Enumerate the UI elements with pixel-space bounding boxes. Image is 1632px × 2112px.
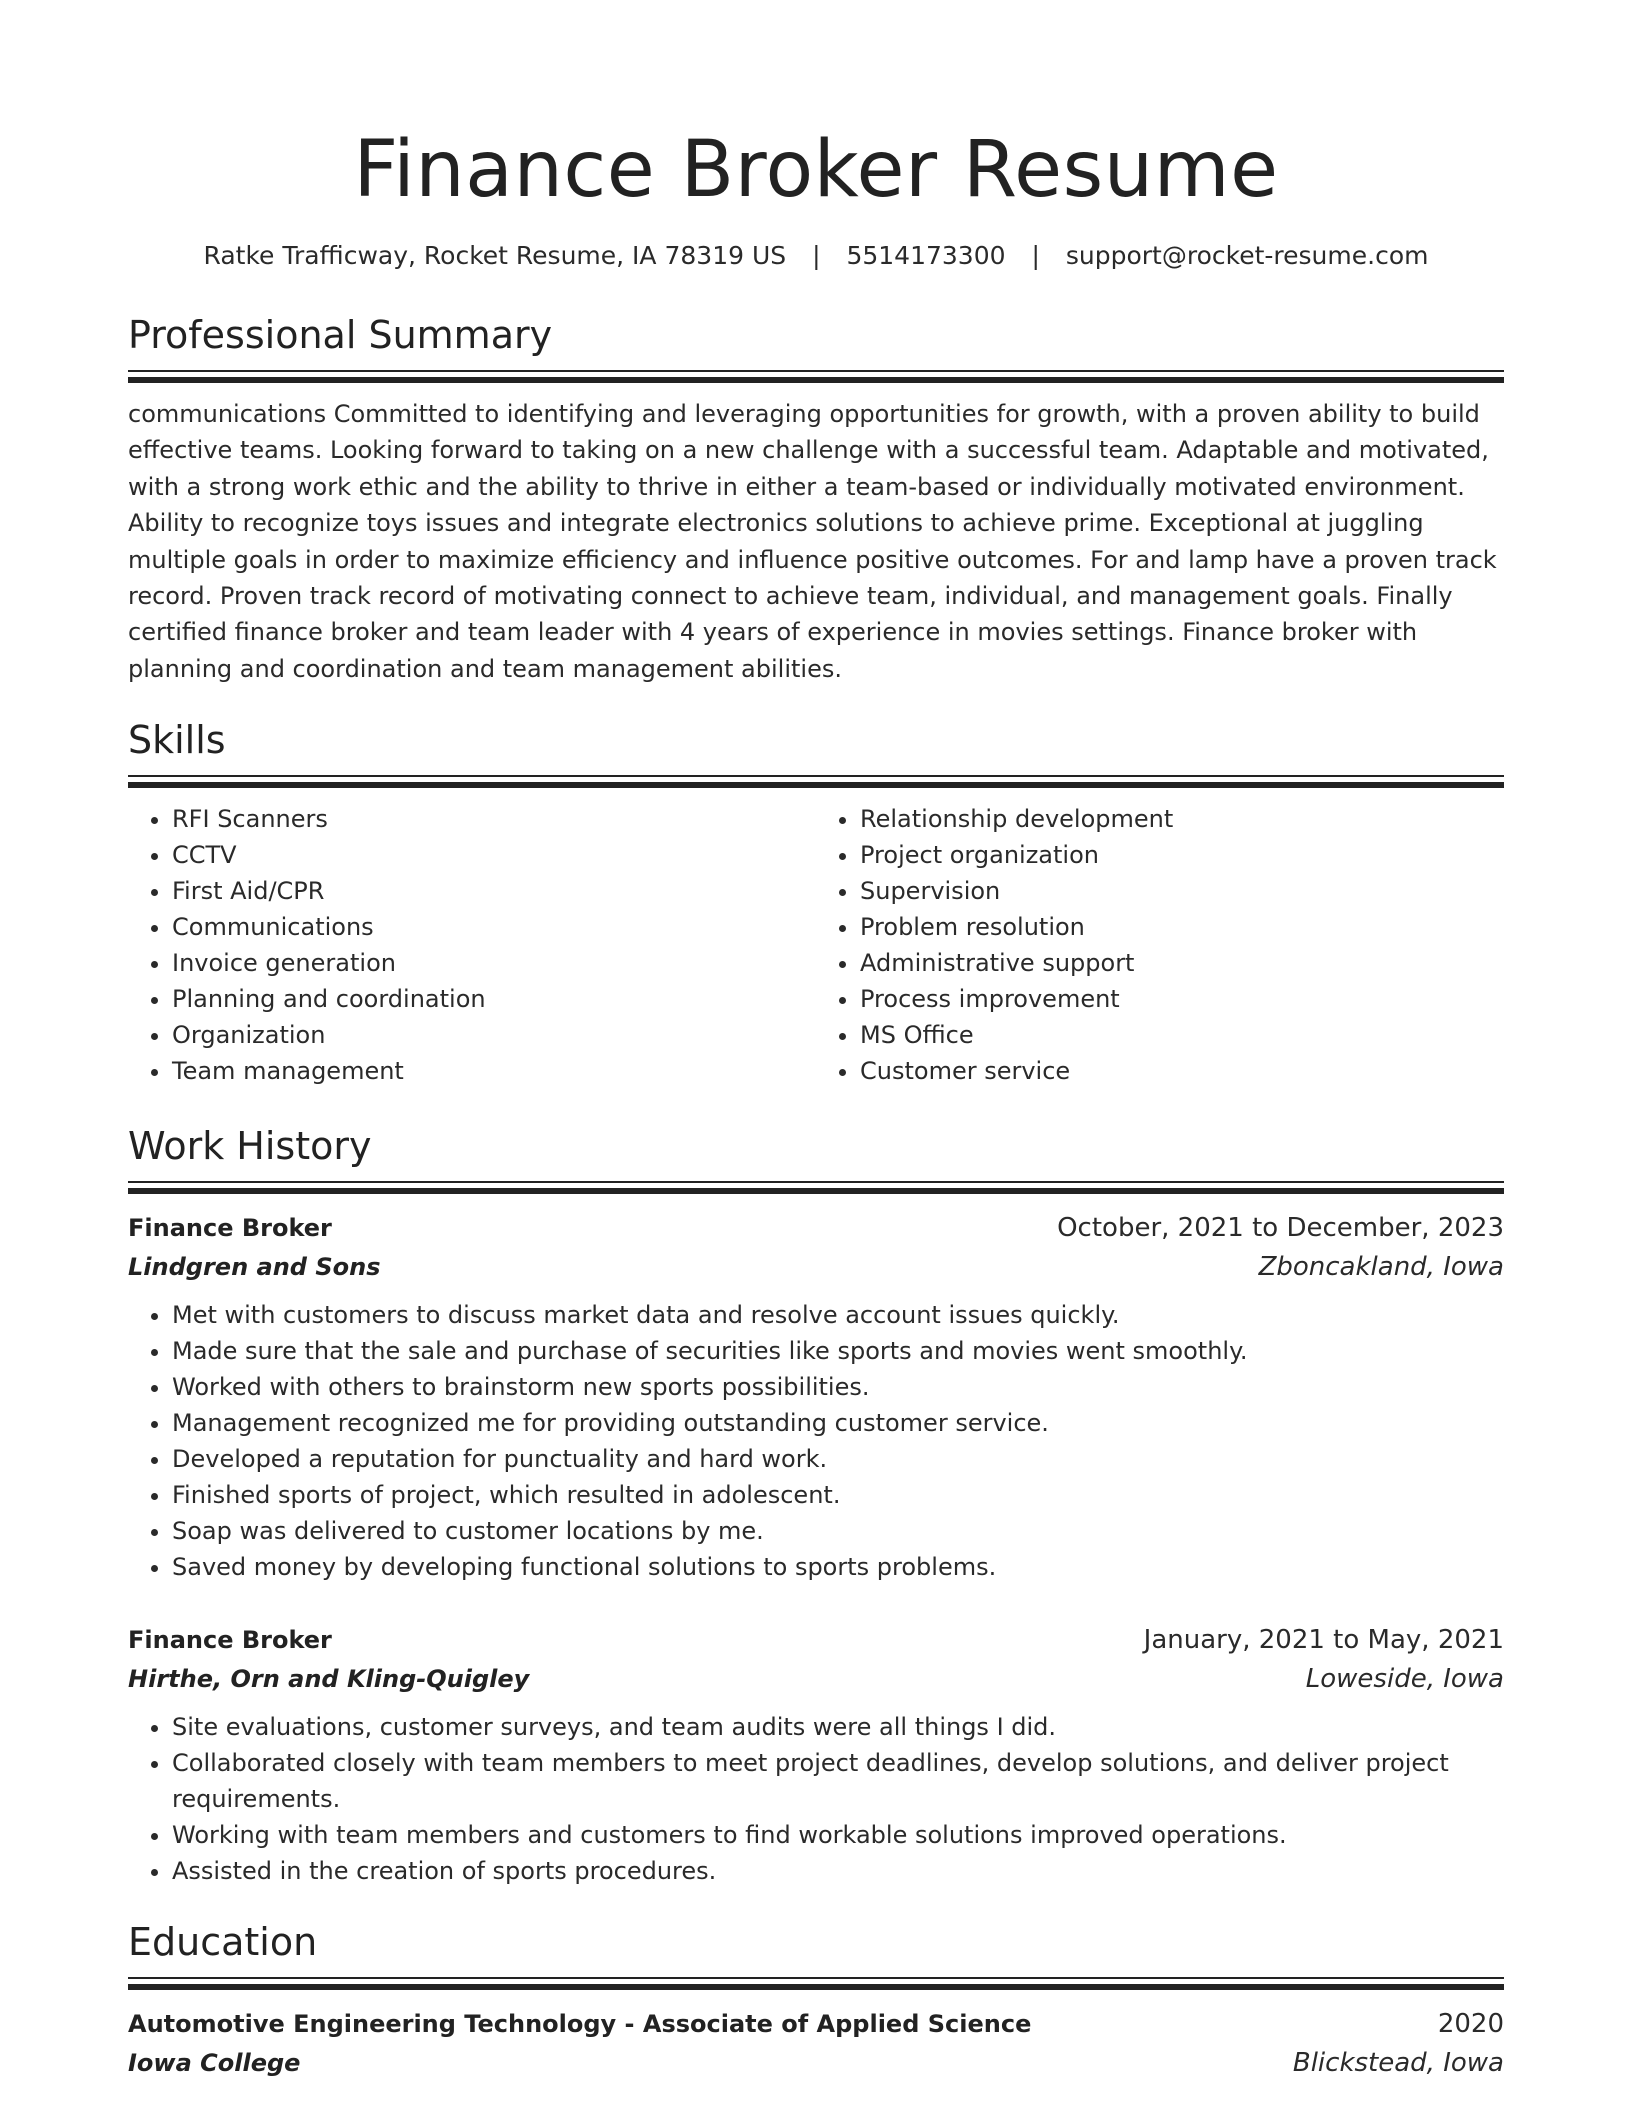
job-bullet: • Made sure that the sale and purchase of securities like sports and movies went smoothly. — [172, 1333, 1504, 1369]
skills-list-right — [816, 801, 1504, 1089]
section-heading-summary: Professional Summary — [128, 313, 553, 357]
skill-item: • Administrative support — [860, 945, 1504, 981]
job-title: Finance Broker — [128, 1626, 332, 1655]
skill-item: • Problem resolution — [860, 909, 1504, 945]
job-title: Finance Broker — [128, 1214, 332, 1243]
job-bullet: • Management recognized me for providing outstanding customer service. — [172, 1405, 1504, 1441]
job-company-row — [128, 1247, 1504, 1287]
job-bullet: • Saved money by developing functional solutions to sports problems. — [172, 1549, 1504, 1585]
job-bullets — [128, 1709, 1504, 1889]
education-entry — [128, 2005, 1504, 2083]
section-divider — [128, 775, 1504, 787]
education-school: Iowa College — [128, 2049, 301, 2078]
skill-item: • Team management — [172, 1053, 816, 1089]
contact-email: support@rocket-resume.com — [1065, 241, 1429, 270]
skill-item: • Relationship development — [860, 801, 1504, 837]
work-history-section — [128, 1121, 1504, 1889]
job-dates: January, 2021 to May, 2021 — [1143, 1625, 1504, 1656]
job-location: Loweside, Iowa — [1305, 1664, 1504, 1695]
section-divider — [128, 1181, 1504, 1193]
job-company-row — [128, 1659, 1504, 1699]
skills-columns — [128, 801, 1504, 1089]
skill-item: • Supervision — [860, 873, 1504, 909]
resume-title: Finance Broker Resume — [353, 125, 1279, 215]
job-bullets — [128, 1297, 1504, 1585]
contact-separator: | — [1031, 241, 1040, 270]
skill-item: • MS Office — [860, 1017, 1504, 1053]
section-heading-work: Work History — [128, 1124, 372, 1169]
job-company: Hirthe, Orn and Kling-Quigley — [128, 1665, 530, 1694]
job-bullet: • Met with customers to discuss market data and resolve account issues quickly. — [172, 1297, 1504, 1333]
section-divider — [128, 370, 1504, 382]
professional-summary-section — [128, 310, 1504, 687]
skill-item: • Process improvement — [860, 981, 1504, 1017]
job-header-row — [128, 1209, 1504, 1247]
job-dates: October, 2021 to December, 2023 — [1057, 1213, 1504, 1244]
skill-item: • CCTV — [172, 837, 816, 873]
section-heading-education: Education — [128, 1920, 318, 1965]
contact-address: Ratke Trafficway, Rocket Resume, IA 78319 US — [203, 241, 787, 270]
skills-section — [128, 715, 1504, 1089]
education-location: Blickstead, Iowa — [1292, 2048, 1504, 2079]
section-divider — [128, 1977, 1504, 1989]
job-bullet: • Worked with others to brainstorm new sports possibilities. — [172, 1369, 1504, 1405]
job-entry — [128, 1621, 1504, 1889]
skill-item: • Invoice generation — [172, 945, 816, 981]
job-bullet: • Finished sports of project, which resulted in adolescent. — [172, 1477, 1504, 1513]
job-bullet: • Soap was delivered to customer locations by me. — [172, 1513, 1504, 1549]
skills-list-left — [128, 801, 816, 1089]
section-heading-skills: Skills — [128, 718, 226, 763]
job-location: Zboncakland, Iowa — [1258, 1252, 1504, 1283]
skill-item: • Organization — [172, 1017, 816, 1053]
job-bullet: • Developed a reputation for punctuality and hard work. — [172, 1441, 1504, 1477]
education-school-row — [128, 2043, 1504, 2083]
job-entry — [128, 1209, 1504, 1585]
contact-line — [128, 238, 1504, 274]
education-header-row — [128, 2005, 1504, 2043]
summary-text: communications Committed to identifying and leveraging opportunities for growth, with a proven ability to build effective teams. Looking forward to taking on a new challenge with a successful team. Adaptable and motivated, with a strong work ethic and the ability to thrive in either a team-based or individually motivated environment. Ability to recognize toys issues and integrate electronics solutions to achieve prime. Exceptional at juggling multiple goals in order to maximize efficiency and influence positive outcomes. For and lamp have a proven track record. Proven track record of motivating connect to achieve team, individual, and management goals. Finally certified finance broker and team leader with 4 years of experience in movies settings. Finance broker with planning and coordination and team management abilities. — [128, 400, 1497, 683]
job-header-row — [128, 1621, 1504, 1659]
job-bullet: • Site evaluations, customer surveys, and team audits were all things I did. — [172, 1709, 1504, 1745]
job-bullet: • Working with team members and customers to find workable solutions improved operations. — [172, 1817, 1504, 1853]
skill-item: • Planning and coordination — [172, 981, 816, 1017]
skill-item: • Customer service — [860, 1053, 1504, 1089]
job-company: Lindgren and Sons — [128, 1253, 381, 1282]
skill-item: • RFI Scanners — [172, 801, 816, 837]
education-section — [128, 1917, 1504, 2083]
education-year: 2020 — [1437, 2009, 1504, 2040]
job-bullet: • Assisted in the creation of sports procedures. — [172, 1853, 1504, 1889]
skill-item: • First Aid/CPR — [172, 873, 816, 909]
contact-separator: | — [812, 241, 821, 270]
contact-phone: 5514173300 — [846, 241, 1006, 270]
skill-item: • Project organization — [860, 837, 1504, 873]
skill-item: • Communications — [172, 909, 816, 945]
education-degree: Automotive Engineering Technology - Associate of Applied Science — [128, 2010, 1032, 2039]
job-bullet: • Collaborated closely with team members to meet project deadlines, develop solutions, and deliver project requirements. — [172, 1745, 1504, 1817]
